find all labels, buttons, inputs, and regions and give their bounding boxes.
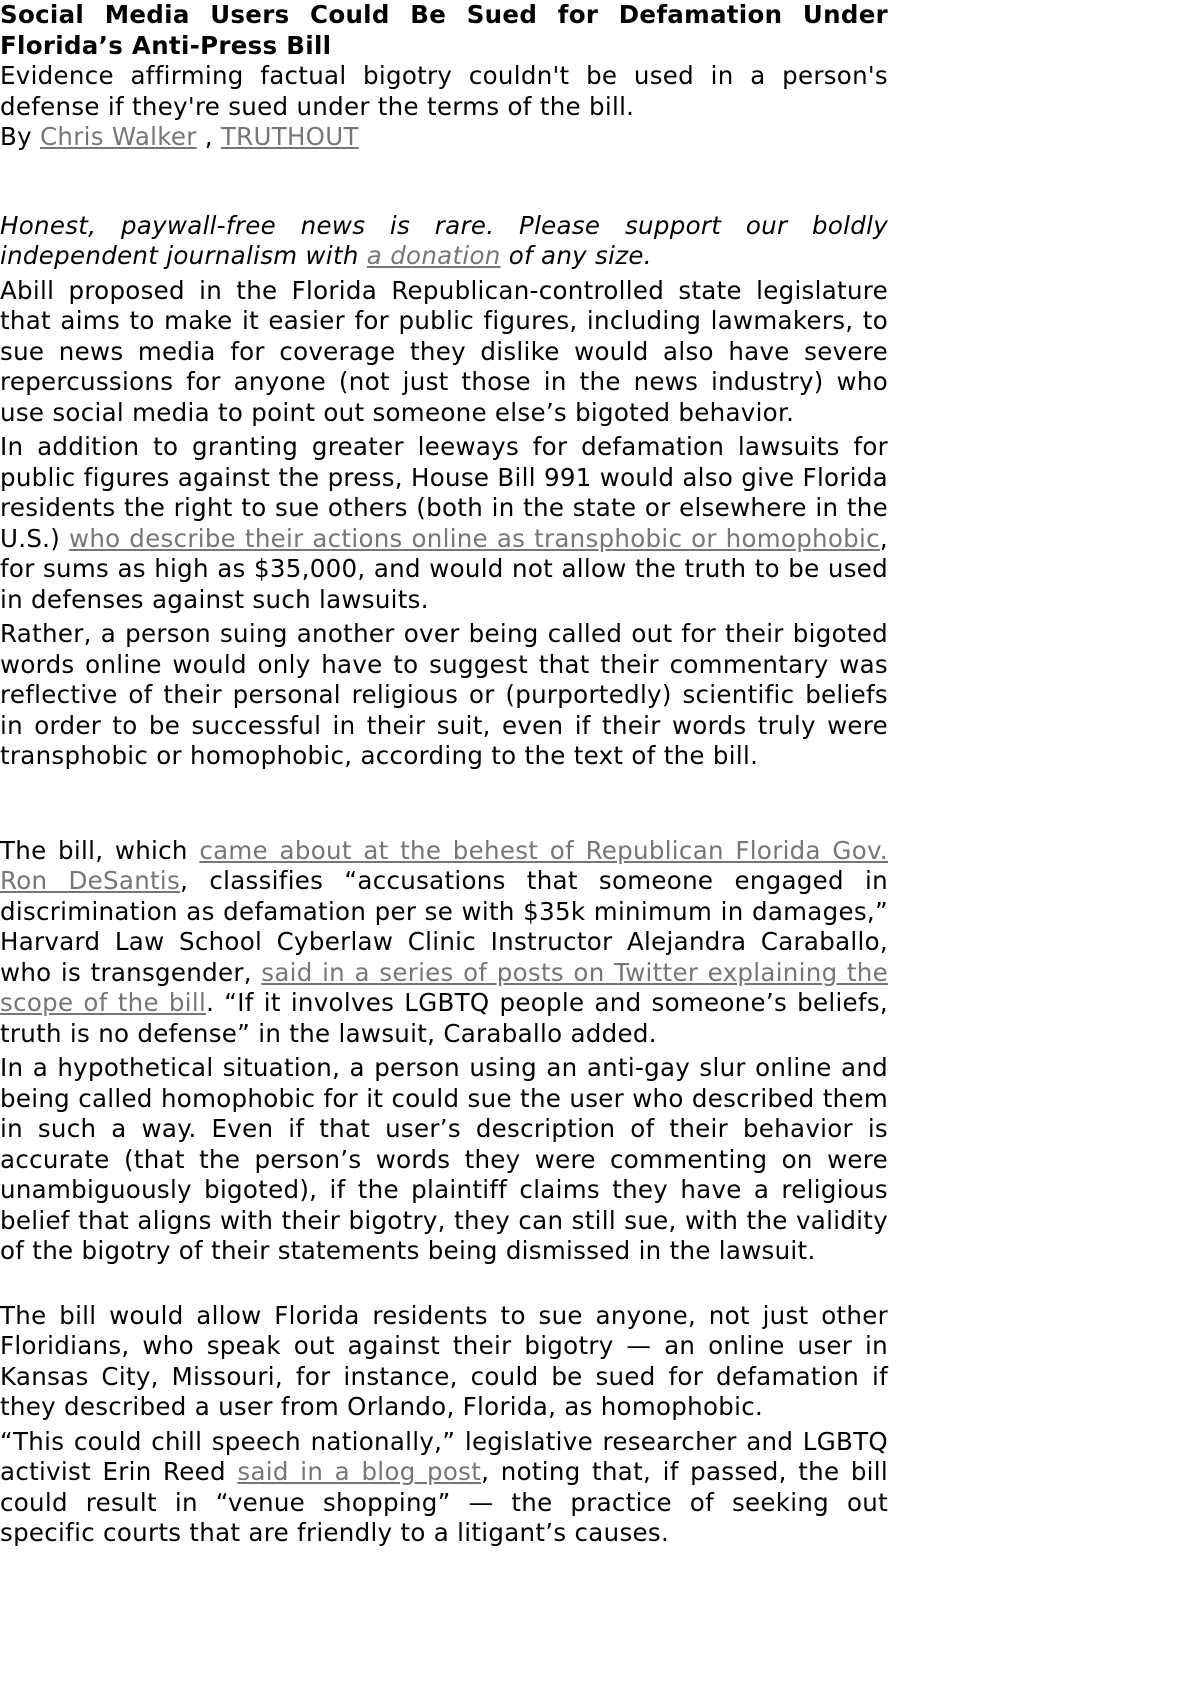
paragraph-5: In a hypothetical situation, a person using an anti-gay slur online and being called homophobic for it could sue the user who described them in such a way. Even if that user’s description of their behavior is accurate (that the person’s words they were commenting on were unambiguously bigoted), if the plaintiff claims they have a religious belief that aligns with their bigotry, they can still sue, with the validity of the bigotry of their statements being dismissed in the lawsuit. — [0, 1053, 888, 1265]
article-title: Social Media Users Could Be Sued for Defamation Under Florida’s Anti-Press Bill — [0, 0, 888, 60]
paragraph-2-text: In addition to granting greater leeways for defamation lawsuits for public figures against the press, House Bill 991 would also give Florida residents the right to sue others (both in the state or elsewhere in the U.S.) — [0, 432, 888, 553]
author-link[interactable]: Chris Walker — [40, 122, 197, 151]
paragraph-4-tail: . “If it involves LGBTQ people and someone’s beliefs, truth is no defense” in the lawsuit, Caraballo added. — [0, 988, 888, 1048]
paragraph-7 — [0, 1427, 888, 1549]
section-gap-2 — [0, 1271, 888, 1301]
paragraph-4-text: The bill, which — [0, 835, 200, 865]
paragraph-2-tail: , for sums as high as $35,000, and would not allow the truth to be used in defenses against such lawsuits. — [0, 523, 889, 614]
paragraph-4-middle: , classifies “accusations that someone engaged in discrimination as defamation per se with $35k minimum in damages,” Harvard Law School Cyberlaw Clinic Instructor Alejandra Caraballo, who is transgender, — [0, 866, 888, 987]
paragraph-1: Abill proposed in the Florida Republican-controlled state legislature that aims to make it easier for public figures, including lawmakers, to sue news media for coverage they dislike would also have severe repercussions for anyone (not just those in the news industry) who use social media to point out someone else’s bigoted behavior. — [0, 275, 888, 427]
blog-post-link[interactable]: said in a blog post — [237, 1457, 482, 1486]
paragraph-2 — [0, 432, 888, 615]
byline-separator: , — [196, 122, 221, 151]
donation-appeal — [0, 211, 888, 272]
byline-prefix: By — [0, 122, 40, 151]
article-deck: Evidence affirming factual bigotry couldn't be used in a person's defense if they're sued under the terms of the bill. — [0, 61, 888, 121]
donation-appeal-text: Honest, paywall-free news is rare. Please support our boldly independent journalism with — [0, 210, 888, 270]
paragraph-3: Rather, a person suing another over being called out for their bigoted words online would only have to suggest that their commentary was reflective of their personal religious or (purportedly) scientific beliefs in order to be successful in their suit, even if their words truly were transphobic or homophobic, according to the text of the bill. — [0, 619, 888, 770]
paragraph-6: The bill would allow Florida residents to sue anyone, not just other Floridians, who speak out against their bigotry — an online user in Kansas City, Missouri, for instance, could be sued for defamation if they described a user from Orlando, Florida, as homophobic. — [0, 1300, 888, 1421]
donation-appeal-tail: of any size. — [500, 241, 652, 270]
transphobic-homophobic-link[interactable]: who describe their actions online as transphobic or homophobic — [68, 523, 880, 553]
paragraph-7-text: “This could chill speech nationally,” legislative researcher and LGBTQ activist Erin Reed — [0, 1426, 888, 1486]
desantis-link[interactable]: came about at the behest of Republican Florida Gov. Ron DeSantis — [0, 835, 888, 895]
paragraph-4 — [0, 836, 888, 1050]
outlet-link[interactable]: TRUTHOUT — [220, 122, 359, 151]
byline — [0, 122, 888, 153]
section-gap — [0, 776, 888, 836]
donation-link[interactable]: a donation — [366, 241, 501, 270]
twitter-posts-link[interactable]: said in a series of posts on Twitter explaining the scope of the bill — [0, 957, 888, 1017]
paragraph-7-tail: , noting that, if passed, the bill could result in “venue shopping” — the practice of seeking out specific courts that are friendly to a litigant’s causes. — [0, 1457, 888, 1547]
